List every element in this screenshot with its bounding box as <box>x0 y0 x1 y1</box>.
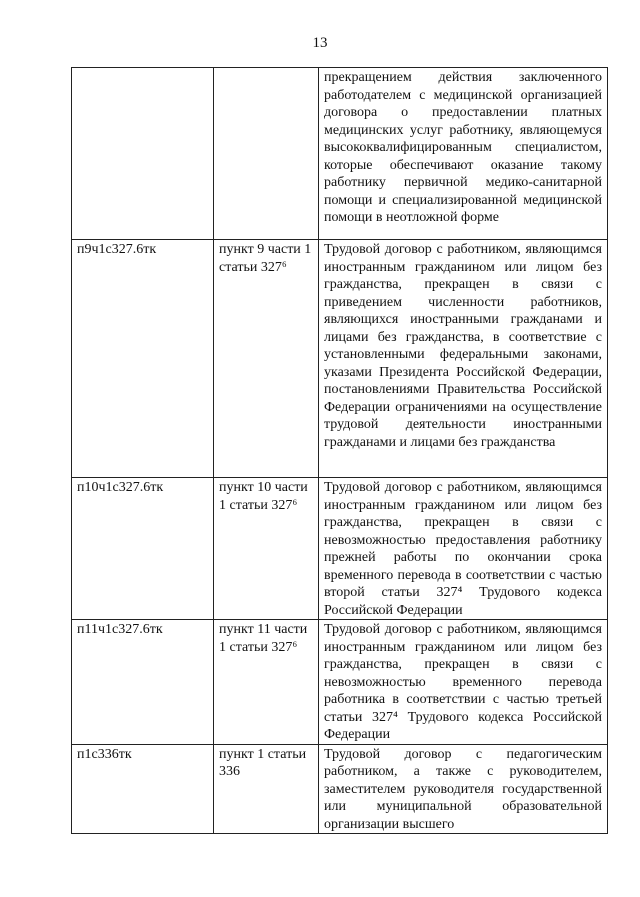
code-cell: п1с336тк <box>72 744 214 834</box>
code-cell: п11ч1с327.6тк <box>72 620 214 745</box>
reference-cell: пункт 11 части 1 статьи 327⁶ <box>214 620 319 745</box>
table-row <box>72 68 608 240</box>
code-cell: п10ч1с327.6тк <box>72 478 214 620</box>
description-cell: Трудовой договор с работником, являющимся иностранным гражданином или лицом без гражданства, прекращен в связи с приведением численности работников, являющихся иностранными гражданами и лицами без гражданства, в соответствие с установленными федеральными законами, указами Президента Российской Федерации, постановлениями Правительства Российской Федерации ограничениями на осуществление трудовой деятельности иностранными гражданами и лицами без гражданства <box>319 240 608 478</box>
reference-cell: пункт 10 части 1 статьи 327⁶ <box>214 478 319 620</box>
description-cell: Трудовой договор с педагогическим работником, а также с руководителем, заместителем руководителя государственной или муниципальной образовательной организации высшего <box>319 744 608 834</box>
reference-cell: пункт 1 статьи 336 <box>214 744 319 834</box>
code-cell: п9ч1с327.6тк <box>72 240 214 478</box>
description-cell: прекращением действия заключенного работодателем с медицинской организацией договора о предоставлении платных медицинских услуг работнику, являющемуся высококвалифицированным специалистом, которые обеспечивают оказание такому работнику первичной медико-санитарной помощи и специализированной медицинской помощи в неотложной форме <box>319 68 608 240</box>
description-cell: Трудовой договор с работником, являющимся иностранным гражданином или лицом без гражданства, прекращен в связи с невозможностью временного перевода работника в соответствии с частью третьей статьи 327⁴ Трудового кодекса Российской Федерации <box>319 620 608 745</box>
codes-table <box>71 67 608 834</box>
code-cell <box>72 68 214 240</box>
reference-cell: пункт 9 части 1 статьи 327⁶ <box>214 240 319 478</box>
reference-cell <box>214 68 319 240</box>
table-row <box>72 620 608 745</box>
description-cell: Трудовой договор с работником, являющимся иностранным гражданином или лицом без гражданства, прекращен в связи с невозможностью предоставления работнику прежней работы по окончании срока временного перевода в соответствии с частью второй статьи 327⁴ Трудового кодекса Российской Федерации <box>319 478 608 620</box>
table-row <box>72 744 608 834</box>
page-number: 13 <box>312 35 328 51</box>
table-row <box>72 478 608 620</box>
table-row <box>72 240 608 478</box>
